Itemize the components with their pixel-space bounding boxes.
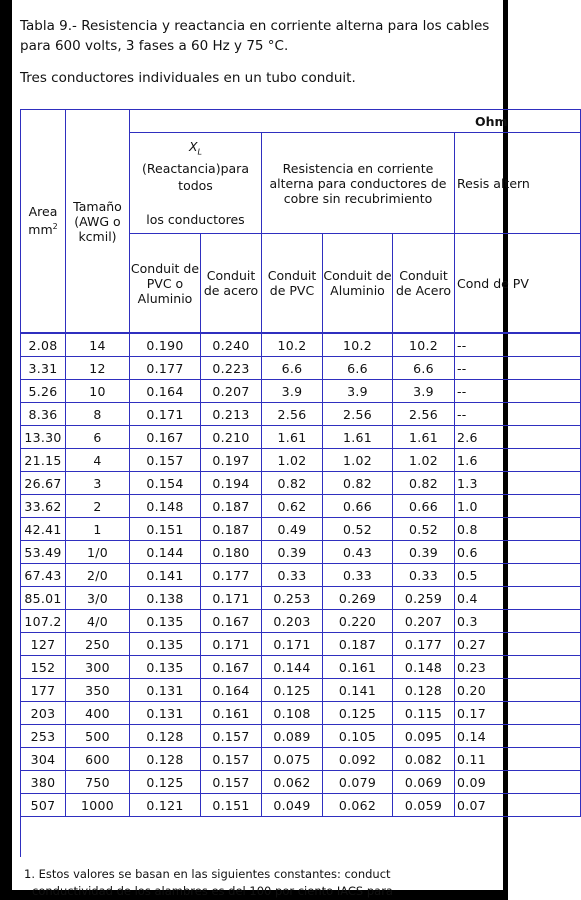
table-cell: 0.33 <box>323 564 393 587</box>
table-row <box>21 495 581 518</box>
table-cell: 107.2 <box>21 610 66 633</box>
table-cell: 0.167 <box>201 656 262 679</box>
xl-symbol: $X_L$ <box>188 138 203 157</box>
table-cell: 21.15 <box>21 449 66 472</box>
footnote-line-2: conductividad de los alambres es del 100 por ciento IACS para <box>32 884 393 898</box>
table-cell: 2.56 <box>262 403 323 426</box>
table-cell: -- <box>455 333 581 357</box>
table-cell: 1/0 <box>66 541 130 564</box>
copper-resistance-header: Resistencia en corriente alterna para conductores de cobre sin recubrimiento <box>262 133 455 234</box>
area-label: Area mm <box>28 204 58 238</box>
table-row <box>21 633 581 656</box>
table-scroll-region[interactable] <box>20 109 530 890</box>
table-cell: 0.128 <box>130 748 201 771</box>
table-cell: 13.30 <box>21 426 66 449</box>
table-cell: 6.6 <box>323 357 393 380</box>
table-cell: 250 <box>66 633 130 656</box>
subheader-pvc-cut: Cond de PV <box>455 234 581 334</box>
table-cell: 253 <box>21 725 66 748</box>
table-cell: 3 <box>66 472 130 495</box>
table-row <box>21 748 581 771</box>
table-cell: 10.2 <box>393 333 455 357</box>
table-cell: 0.52 <box>323 518 393 541</box>
table-row <box>21 449 581 472</box>
table-cell: 2/0 <box>66 564 130 587</box>
table-cell: 2.6 <box>455 426 581 449</box>
table-cell: 42.41 <box>21 518 66 541</box>
table-cell: 2.56 <box>323 403 393 426</box>
table-cell: 0.66 <box>323 495 393 518</box>
table-cell: 0.8 <box>455 518 581 541</box>
table-cell: 0.164 <box>201 679 262 702</box>
table-row <box>21 656 581 679</box>
left-frame-border <box>0 0 12 900</box>
table-cell: 0.154 <box>130 472 201 495</box>
table-cell: 0.125 <box>323 702 393 725</box>
table-cell: 0.17 <box>455 702 581 725</box>
table-cell: 0.09 <box>455 771 581 794</box>
table-cell: 0.148 <box>130 495 201 518</box>
table-cell: 0.177 <box>393 633 455 656</box>
table-cell: 26.67 <box>21 472 66 495</box>
table-cell: 10 <box>66 380 130 403</box>
table-cell: 600 <box>66 748 130 771</box>
table-cell: 3.9 <box>323 380 393 403</box>
table-cell: 0.062 <box>262 771 323 794</box>
table-cell: 0.203 <box>262 610 323 633</box>
table-cell: 0.075 <box>262 748 323 771</box>
table-cell: 0.259 <box>393 587 455 610</box>
table-cell: 0.128 <box>393 679 455 702</box>
table-cell: -- <box>455 357 581 380</box>
table-cell: 3.9 <box>393 380 455 403</box>
table-cell: 0.115 <box>393 702 455 725</box>
table-cell: 0.131 <box>130 679 201 702</box>
table-cell: 0.213 <box>201 403 262 426</box>
table-row <box>21 333 581 357</box>
table-cell: 0.82 <box>262 472 323 495</box>
table-cell: 350 <box>66 679 130 702</box>
ohm-label: Ohm <box>475 113 508 129</box>
table-cell: 0.82 <box>323 472 393 495</box>
table-cell: 0.190 <box>130 333 201 357</box>
table-cell: 8 <box>66 403 130 426</box>
table-subtitle: Tres conductores individuales en un tubo conduit. <box>20 70 356 86</box>
area-sup: 2 <box>52 222 58 232</box>
table-cell: 10.2 <box>323 333 393 357</box>
table-cell: 1.3 <box>455 472 581 495</box>
table-row <box>21 610 581 633</box>
table-cell: 0.177 <box>130 357 201 380</box>
footnote <box>24 866 504 900</box>
table-cell: 0.171 <box>262 633 323 656</box>
table-cell: 12 <box>66 357 130 380</box>
table-cell: 0.49 <box>262 518 323 541</box>
table-cell: 0.177 <box>201 564 262 587</box>
subheader-pvc-aluminio: Conduit de PVC o Aluminio <box>130 234 201 334</box>
table-cell: 3.31 <box>21 357 66 380</box>
table-cell: -- <box>455 403 581 426</box>
table-cell: 10.2 <box>262 333 323 357</box>
table-cell: 0.151 <box>201 794 262 817</box>
table-cell: 0.138 <box>130 587 201 610</box>
table-cell: 0.141 <box>323 679 393 702</box>
table-cell: 0.167 <box>130 426 201 449</box>
table-cell: 0.14 <box>455 725 581 748</box>
table-cell: 0.144 <box>262 656 323 679</box>
table-cell: 0.43 <box>323 541 393 564</box>
table-cell: 0.049 <box>262 794 323 817</box>
table-row <box>21 587 581 610</box>
table-cell: 0.095 <box>393 725 455 748</box>
table-row <box>21 679 581 702</box>
table-cell: 304 <box>21 748 66 771</box>
table-cell: 4 <box>66 449 130 472</box>
table-cell: 1.61 <box>393 426 455 449</box>
table-cell: 0.27 <box>455 633 581 656</box>
table-cell: 1.02 <box>262 449 323 472</box>
table-cell: 0.187 <box>201 518 262 541</box>
table-cell: 2 <box>66 495 130 518</box>
table-cell: 1.61 <box>262 426 323 449</box>
table-cell: 0.121 <box>130 794 201 817</box>
table-cell: -- <box>455 380 581 403</box>
table-cell: 0.171 <box>201 587 262 610</box>
table-cell: 85.01 <box>21 587 66 610</box>
table-cell: 0.33 <box>262 564 323 587</box>
table-cell: 14 <box>66 333 130 357</box>
table-cell: 1.61 <box>323 426 393 449</box>
table-cell: 0.11 <box>455 748 581 771</box>
table-row <box>21 518 581 541</box>
table-cell: 400 <box>66 702 130 725</box>
footnote-spacer-row <box>21 817 581 858</box>
table-cell: 0.4 <box>455 587 581 610</box>
table-cell: 67.43 <box>21 564 66 587</box>
table-cell: 0.210 <box>201 426 262 449</box>
table-cell: 0.157 <box>130 449 201 472</box>
table-cell: 0.269 <box>323 587 393 610</box>
table-cell: 0.125 <box>130 771 201 794</box>
document-content <box>20 16 530 898</box>
table-cell: 0.164 <box>130 380 201 403</box>
table-cell: 0.82 <box>393 472 455 495</box>
subheader-acero-2: Conduit de Acero <box>393 234 455 334</box>
table-title: Tabla 9.- Resistencia y reactancia en corriente alterna para los cables para 600 volts, 3 fases a 60 Hz y 75 °C. <box>20 18 490 54</box>
table-cell: 1 <box>66 518 130 541</box>
table-cell: 380 <box>21 771 66 794</box>
table-cell: 0.141 <box>130 564 201 587</box>
table-cell: 0.5 <box>455 564 581 587</box>
footnote-line-1: 1. Estos valores se basan en las siguientes constantes: conduct <box>24 867 391 881</box>
table-cell: 8.36 <box>21 403 66 426</box>
table-row <box>21 403 581 426</box>
table-row <box>21 564 581 587</box>
table-row <box>21 771 581 794</box>
table-cell: 0.148 <box>393 656 455 679</box>
table-cell: 0.131 <box>130 702 201 725</box>
ohm-header <box>130 110 581 133</box>
table-cell: 203 <box>21 702 66 725</box>
table-cell: 0.135 <box>130 633 201 656</box>
table-cell: 507 <box>21 794 66 817</box>
table-row <box>21 380 581 403</box>
table-cell: 0.125 <box>262 679 323 702</box>
table-cell: 0.161 <box>323 656 393 679</box>
table-cell: 1000 <box>66 794 130 817</box>
table-cell: 0.240 <box>201 333 262 357</box>
table-cell: 0.253 <box>262 587 323 610</box>
table-cell: 3/0 <box>66 587 130 610</box>
table-row <box>21 541 581 564</box>
table-cell: 0.082 <box>393 748 455 771</box>
table-cell: 0.207 <box>201 380 262 403</box>
table-row <box>21 702 581 725</box>
table-cell: 0.39 <box>262 541 323 564</box>
table-cell: 0.171 <box>130 403 201 426</box>
table-cell: 0.66 <box>393 495 455 518</box>
table-cell: 0.135 <box>130 656 201 679</box>
table-cell: 5.26 <box>21 380 66 403</box>
table-cell: 53.49 <box>21 541 66 564</box>
size-header: Tamaño (AWG o kcmil) <box>66 110 130 334</box>
table-cell: 152 <box>21 656 66 679</box>
table-cell: 750 <box>66 771 130 794</box>
resistance-reactance-table <box>20 109 581 857</box>
xl-sublabel: los conductores <box>146 212 245 228</box>
table-cell: 0.07 <box>455 794 581 817</box>
table-cell: 6.6 <box>262 357 323 380</box>
table-cell: 0.194 <box>201 472 262 495</box>
table-cell: 1.02 <box>393 449 455 472</box>
table-cell: 1.0 <box>455 495 581 518</box>
table-cell: 1.02 <box>323 449 393 472</box>
table-cell: 0.187 <box>201 495 262 518</box>
table-cell: 0.62 <box>262 495 323 518</box>
table-cell: 6 <box>66 426 130 449</box>
table-cell: 0.161 <box>201 702 262 725</box>
table-cell: 0.135 <box>130 610 201 633</box>
table-cell: 0.20 <box>455 679 581 702</box>
subheader-acero: Conduit de acero <box>201 234 262 334</box>
table-cell: 0.128 <box>130 725 201 748</box>
table-cell: 300 <box>66 656 130 679</box>
table-cell: 0.187 <box>323 633 393 656</box>
table-cell: 0.157 <box>201 748 262 771</box>
table-cell: 0.220 <box>323 610 393 633</box>
table-row <box>21 426 581 449</box>
xl-header <box>130 133 262 234</box>
table-cell: 1.6 <box>455 449 581 472</box>
table-cell: 0.079 <box>323 771 393 794</box>
table-cell: 6.6 <box>393 357 455 380</box>
aluminum-resistance-header: Resis altern <box>455 133 581 234</box>
table-cell: 4/0 <box>66 610 130 633</box>
table-cell: 0.089 <box>262 725 323 748</box>
table-cell: 2.08 <box>21 333 66 357</box>
table-cell: 0.092 <box>323 748 393 771</box>
table-cell: 177 <box>21 679 66 702</box>
table-cell: 0.167 <box>201 610 262 633</box>
table-row <box>21 794 581 817</box>
table-cell: 0.197 <box>201 449 262 472</box>
table-cell: 2.56 <box>393 403 455 426</box>
table-cell: 0.151 <box>130 518 201 541</box>
table-row <box>21 725 581 748</box>
table-cell: 0.223 <box>201 357 262 380</box>
table-cell: 33.62 <box>21 495 66 518</box>
table-cell: 0.52 <box>393 518 455 541</box>
table-cell: 127 <box>21 633 66 656</box>
table-cell: 0.157 <box>201 725 262 748</box>
table-cell: 3.9 <box>262 380 323 403</box>
table-cell: 0.108 <box>262 702 323 725</box>
table-cell: 0.39 <box>393 541 455 564</box>
table-cell: 0.144 <box>130 541 201 564</box>
table-cell: 0.069 <box>393 771 455 794</box>
table-cell: 0.180 <box>201 541 262 564</box>
table-cell: 0.171 <box>201 633 262 656</box>
area-header <box>21 110 66 334</box>
xl-label: (Reactancia)para todos <box>142 161 249 194</box>
table-cell: 0.105 <box>323 725 393 748</box>
table-cell: 0.207 <box>393 610 455 633</box>
table-cell: 0.157 <box>201 771 262 794</box>
subheader-aluminio: Conduit de Aluminio <box>323 234 393 334</box>
table-cell: 0.33 <box>393 564 455 587</box>
table-cell: 0.23 <box>455 656 581 679</box>
table-cell: 500 <box>66 725 130 748</box>
table-row <box>21 357 581 380</box>
table-cell: 0.062 <box>323 794 393 817</box>
table-cell: 0.3 <box>455 610 581 633</box>
subheader-pvc: Conduit de PVC <box>262 234 323 334</box>
table-row <box>21 472 581 495</box>
table-cell: 0.6 <box>455 541 581 564</box>
table-cell: 0.059 <box>393 794 455 817</box>
